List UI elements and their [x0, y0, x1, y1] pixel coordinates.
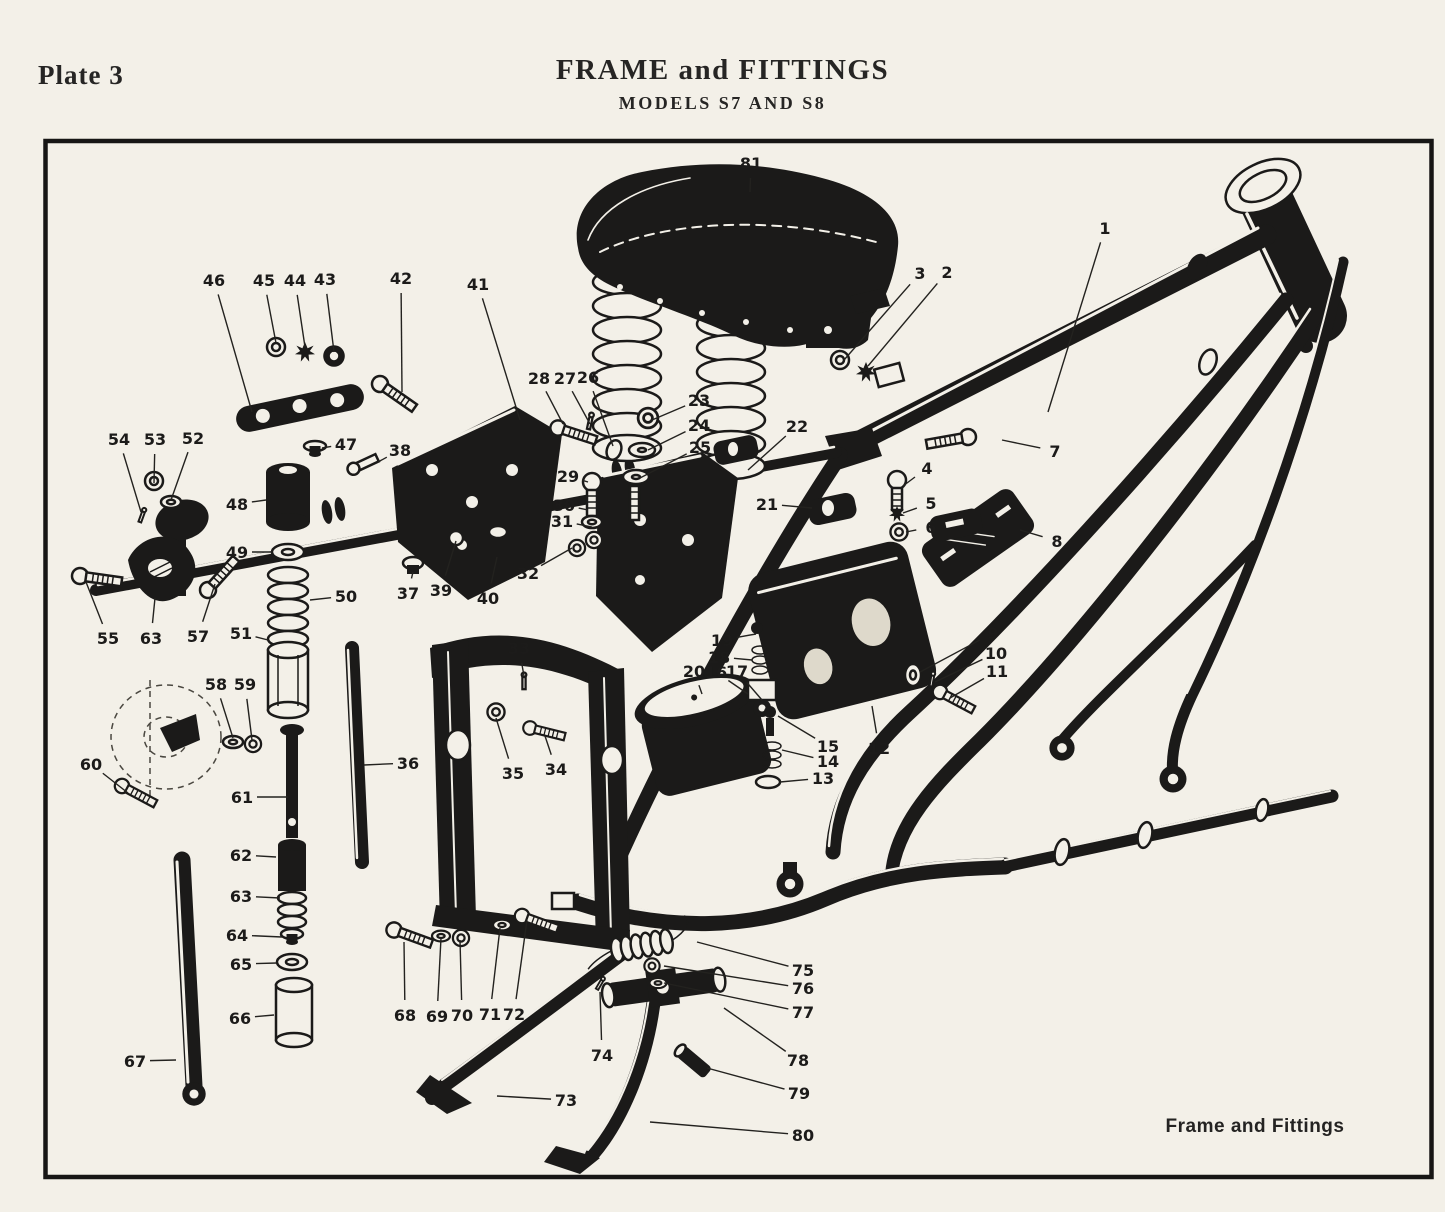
leader-line-15 [778, 716, 815, 738]
callout-50: 50 [334, 587, 358, 606]
callout-49: 49 [225, 543, 249, 562]
leader-line-44 [297, 295, 305, 347]
callout-39: 39 [429, 581, 453, 600]
callout-7: 7 [1049, 442, 1061, 461]
leader-line-64 [252, 936, 282, 937]
leader-line-71 [492, 928, 500, 999]
callout-72: 72 [502, 1005, 526, 1024]
leader-line-63 [256, 897, 280, 898]
callout-63: 63 [139, 629, 163, 648]
leader-line-13 [780, 779, 808, 782]
callout-51: 51 [229, 624, 253, 643]
callout-13: 13 [811, 769, 835, 788]
leader-line-51 [256, 637, 268, 640]
page-title: FRAME and FITTINGS [555, 54, 890, 86]
callout-45: 45 [252, 271, 276, 290]
callout-43: 43 [313, 270, 337, 289]
callout-24: 24 [687, 416, 711, 435]
callout-21: 21 [755, 495, 779, 514]
callout-77: 77 [791, 1003, 815, 1022]
callout-15: 15 [816, 737, 840, 756]
leader-line-54 [123, 453, 141, 512]
leader-line-66 [255, 1015, 274, 1017]
callout-60: 60 [79, 755, 103, 774]
callout-54: 54 [107, 430, 131, 449]
hardware-37-40 [403, 557, 423, 574]
leader-line-68 [404, 942, 405, 1000]
callout-4: 4 [921, 459, 933, 478]
callout-9: 9 [987, 624, 999, 643]
callout-73: 73 [554, 1091, 578, 1110]
leader-line-7 [1002, 440, 1040, 448]
callout-42: 42 [389, 269, 413, 288]
callout-53: 53 [143, 430, 167, 449]
leader-line-34 [545, 736, 551, 755]
callout-28: 28 [527, 369, 551, 388]
centre-stand [416, 915, 728, 1174]
leader-line-41 [482, 298, 520, 420]
leader-line-78 [724, 1008, 786, 1051]
callout-36: 36 [396, 754, 420, 773]
callout-79: 79 [787, 1084, 811, 1103]
callout-44: 44 [283, 271, 307, 290]
callout-8: 8 [1051, 532, 1063, 551]
leader-line-75 [697, 942, 788, 966]
leader-line-62 [256, 856, 276, 857]
callout-33: 33 [507, 639, 531, 658]
saddle-pivot-hardware [831, 351, 904, 387]
leader-line-70 [460, 940, 462, 1000]
callout-48: 48 [225, 495, 249, 514]
callout-26: 26 [576, 368, 600, 387]
callout-61: 61 [230, 788, 254, 807]
leader-line-53 [154, 454, 155, 483]
callout-55: 55 [96, 629, 120, 648]
callout-29: 29 [556, 467, 580, 486]
callout-27: 27 [553, 369, 577, 388]
callout-2: 2 [941, 263, 953, 282]
leader-line-58 [221, 698, 233, 738]
long-tube-67 [177, 860, 206, 1106]
leader-line-50 [310, 598, 331, 600]
callout-6: 6 [925, 518, 937, 537]
callout-46: 46 [202, 271, 226, 290]
leader-line-45 [267, 295, 276, 343]
leader-line-28 [546, 391, 563, 424]
leader-line-67 [150, 1060, 176, 1061]
callout-12: 12 [867, 739, 891, 758]
callout-47: 47 [334, 435, 358, 454]
callout-11: 11 [985, 662, 1009, 681]
hardware-33-35 [487, 672, 566, 743]
suspension-column [266, 441, 326, 1047]
callout-10: 10 [984, 644, 1008, 663]
leader-line-46 [218, 294, 252, 412]
leader-line-14 [782, 750, 813, 758]
callout-37: 37 [396, 584, 420, 603]
leader-line-38 [378, 457, 387, 462]
callout-31: 31 [550, 512, 574, 531]
leader-line-35 [496, 718, 509, 759]
leader-line-27 [572, 391, 590, 424]
leader-line-48 [252, 500, 266, 502]
callout-3: 3 [914, 264, 926, 283]
callout-71: 71 [478, 1005, 502, 1024]
callout-22: 22 [785, 417, 809, 436]
callout-66: 66 [228, 1009, 252, 1028]
leader-line-59 [247, 699, 252, 740]
callout-63: 63 [229, 887, 253, 906]
callout-68: 68 [393, 1006, 417, 1025]
callout-32: 32 [516, 564, 540, 583]
callout-16: 16 [704, 663, 728, 682]
leader-line-63 [152, 598, 155, 623]
callout-74: 74 [590, 1046, 614, 1065]
callout-17: 17 [725, 662, 749, 681]
callout-75: 75 [791, 961, 815, 980]
callout-35: 35 [501, 764, 525, 783]
leader-line-69 [438, 938, 441, 1001]
callout-20: 20 [682, 662, 706, 681]
callout-59: 59 [233, 675, 257, 694]
leader-line-80 [650, 1122, 788, 1134]
leader-line-12 [872, 706, 877, 733]
callout-1: 1 [1099, 219, 1111, 238]
callout-23: 23 [687, 391, 711, 410]
plate-label: Plate 3 [38, 60, 124, 90]
short-tube-36 [348, 648, 362, 862]
leader-line-74 [600, 992, 602, 1040]
callout-62: 62 [229, 846, 253, 865]
callout-5: 5 [925, 494, 937, 513]
seat-bracket-structure [430, 636, 630, 952]
leader-line-79 [707, 1068, 785, 1089]
callout-30: 30 [552, 496, 576, 515]
footer-label: Frame and Fittings [1165, 1116, 1345, 1137]
callout-38: 38 [388, 441, 412, 460]
page-subtitle: MODELS S7 AND S8 [618, 93, 827, 113]
callout-69: 69 [425, 1007, 449, 1026]
callout-34: 34 [544, 760, 568, 779]
callout-14: 14 [816, 752, 840, 771]
callout-40: 40 [476, 589, 500, 608]
callout-41: 41 [466, 275, 490, 294]
callout-70: 70 [450, 1006, 474, 1025]
callout-80: 80 [791, 1126, 815, 1145]
leader-line-36 [364, 764, 393, 765]
callout-19: 19 [710, 631, 734, 650]
leader-line-73 [497, 1096, 551, 1099]
leader-line-42 [401, 293, 402, 392]
callout-78: 78 [786, 1051, 810, 1070]
callout-64: 64 [225, 926, 249, 945]
mounting-plate-22 [596, 452, 738, 652]
callout-25: 25 [688, 438, 712, 457]
leader-line-43 [327, 294, 334, 352]
callout-58: 58 [204, 675, 228, 694]
leader-line-5 [903, 508, 917, 513]
callout-65: 65 [229, 955, 253, 974]
callout-67: 67 [123, 1052, 147, 1071]
bottom-rail [552, 791, 1332, 923]
leader-line-11 [950, 678, 984, 698]
callout-76: 76 [791, 979, 815, 998]
callout-52: 52 [181, 429, 205, 448]
leader-line-52 [171, 452, 188, 500]
leader-line-65 [256, 963, 277, 964]
callout-18: 18 [707, 648, 731, 667]
callout-57: 57 [186, 627, 210, 646]
callout-81: 81 [739, 154, 763, 173]
leader-line-18 [734, 658, 752, 660]
